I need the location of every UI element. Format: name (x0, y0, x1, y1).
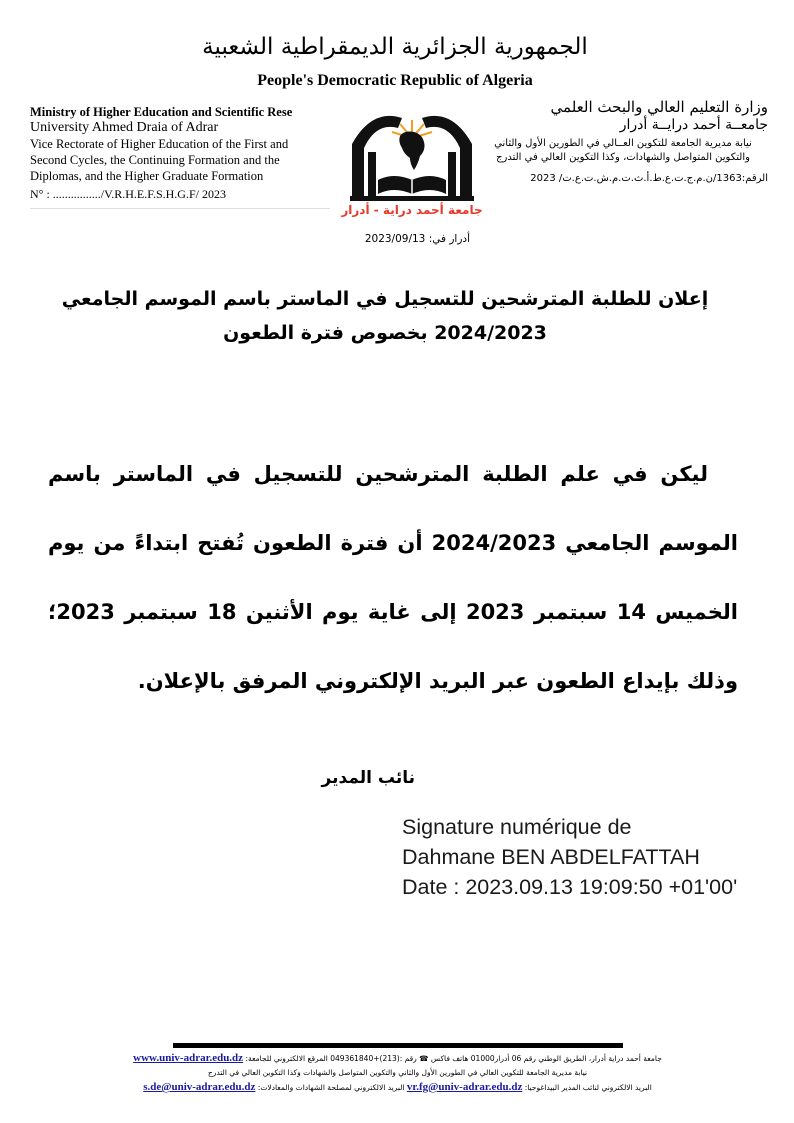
digital-signature (402, 812, 782, 902)
diplomas-email-label: البريد الالكتروني لمصلحة الشهادات والمعادلات: (257, 1083, 405, 1092)
vice-rectorate-ar: نيابة مديرية الجامعة للتكوين العــالي في الطورين الأول والثاني والتكوين المتواصل والشهادات، وكذا التكوين العالي في التدرج (494, 138, 752, 163)
signature-line-1: Signature numérique de (402, 815, 632, 839)
ministry-en: Ministry of Higher Education and Scientific Rese (30, 105, 293, 119)
footer-rule (173, 1043, 623, 1048)
vice-director-email-label: البريد الالكتروني لنائب المدير البيداغوجيا: (524, 1083, 652, 1092)
footer-line-1 (40, 1051, 755, 1066)
university-en: University Ahmed Draia of Adrar (30, 120, 219, 135)
left-divider (30, 208, 330, 209)
footer-line-2: نيابة مديرية الجامعة للتكوين العالي في الطورين الأول والثاني والتكوين المتواصل والشهادات وكذا التكوين العالي في التدرج (207, 1068, 588, 1077)
announcement-title (60, 282, 710, 350)
diplomas-email-link[interactable]: s.de@univ-adrar.edu.dz (143, 1081, 256, 1093)
footer-address: جامعة أحمد دراية أدرار، الطريق الوطني رقم 06 أدرار01000 هاتف فاكس ☎ رقم :(213)+049361840 المرقع الالكتروني للجامعة: (245, 1054, 662, 1063)
deputy-director-title: نائب المدير (321, 768, 415, 788)
title-line-1: إعلان للطلبة المترشحين للتسجيل في الماستر باسم الموسم الجامعي (61, 288, 709, 310)
logo-caption: جامعة أحمد دراية - أدرار (341, 203, 483, 217)
vice-rectorate-en-3: Diplomas, and the Higher Graduate Formation (30, 169, 264, 183)
footer (40, 1051, 755, 1095)
signature-date: Date : 2023.09.13 19:09:50 +01'00' (402, 875, 738, 899)
footer-line-3 (40, 1080, 755, 1095)
header-english-title: People's Democratic Republic of Algeria (257, 72, 533, 89)
issue-date: أدرار في: 2023/09/13 (364, 233, 470, 245)
header-arabic-title: الجمهورية الجزائرية الديمقراطية الشعبية (202, 34, 588, 60)
vice-rectorate-en-2: Second Cycles, the Continuing Formation and the (30, 153, 280, 167)
reference-number-ar: الرقم:1363/ن.م.ج.ت.ع.ط.أ.ث.ت.م.ش.ت.ع.ت/ 2023 (530, 173, 768, 184)
left-letterhead (30, 104, 330, 202)
reference-number-en: N° : ................/V.R.H.E.F.S.H.G.F/ 2023 (30, 187, 226, 201)
title-line-2: 2024/2023 بخصوص فترة الطعون (223, 322, 547, 344)
ministry-ar: وزارة التعليم العالي والبحث العلمي (550, 98, 768, 116)
vice-director-email-link[interactable]: vr.fg@univ-adrar.edu.dz (406, 1081, 523, 1093)
right-letterhead (478, 98, 768, 184)
announcement-body: ليكن في علم الطلبة المترشحين للتسجيل في الماستر باسم الموسم الجامعي 2024/2023 أن فترة الطعون تُفتح ابتداءً من يوم الخميس 14 سبتمبر 2023 إلى غاية يوم الأثنين 18 سبتمبر 2023؛ وذلك بإيداع الطعون عبر البريد الإلكتروني المرفق بالإعلان. (48, 462, 738, 693)
university-website-link[interactable]: www.univ-adrar.edu.dz (133, 1052, 244, 1064)
vice-rectorate-en-1: Vice Rectorate of Higher Education of the First and (30, 137, 289, 151)
signature-name: Dahmane BEN ABDELFATTAH (402, 845, 700, 869)
university-ar: جامعــة أحمد درايــة أدرار (619, 117, 768, 133)
